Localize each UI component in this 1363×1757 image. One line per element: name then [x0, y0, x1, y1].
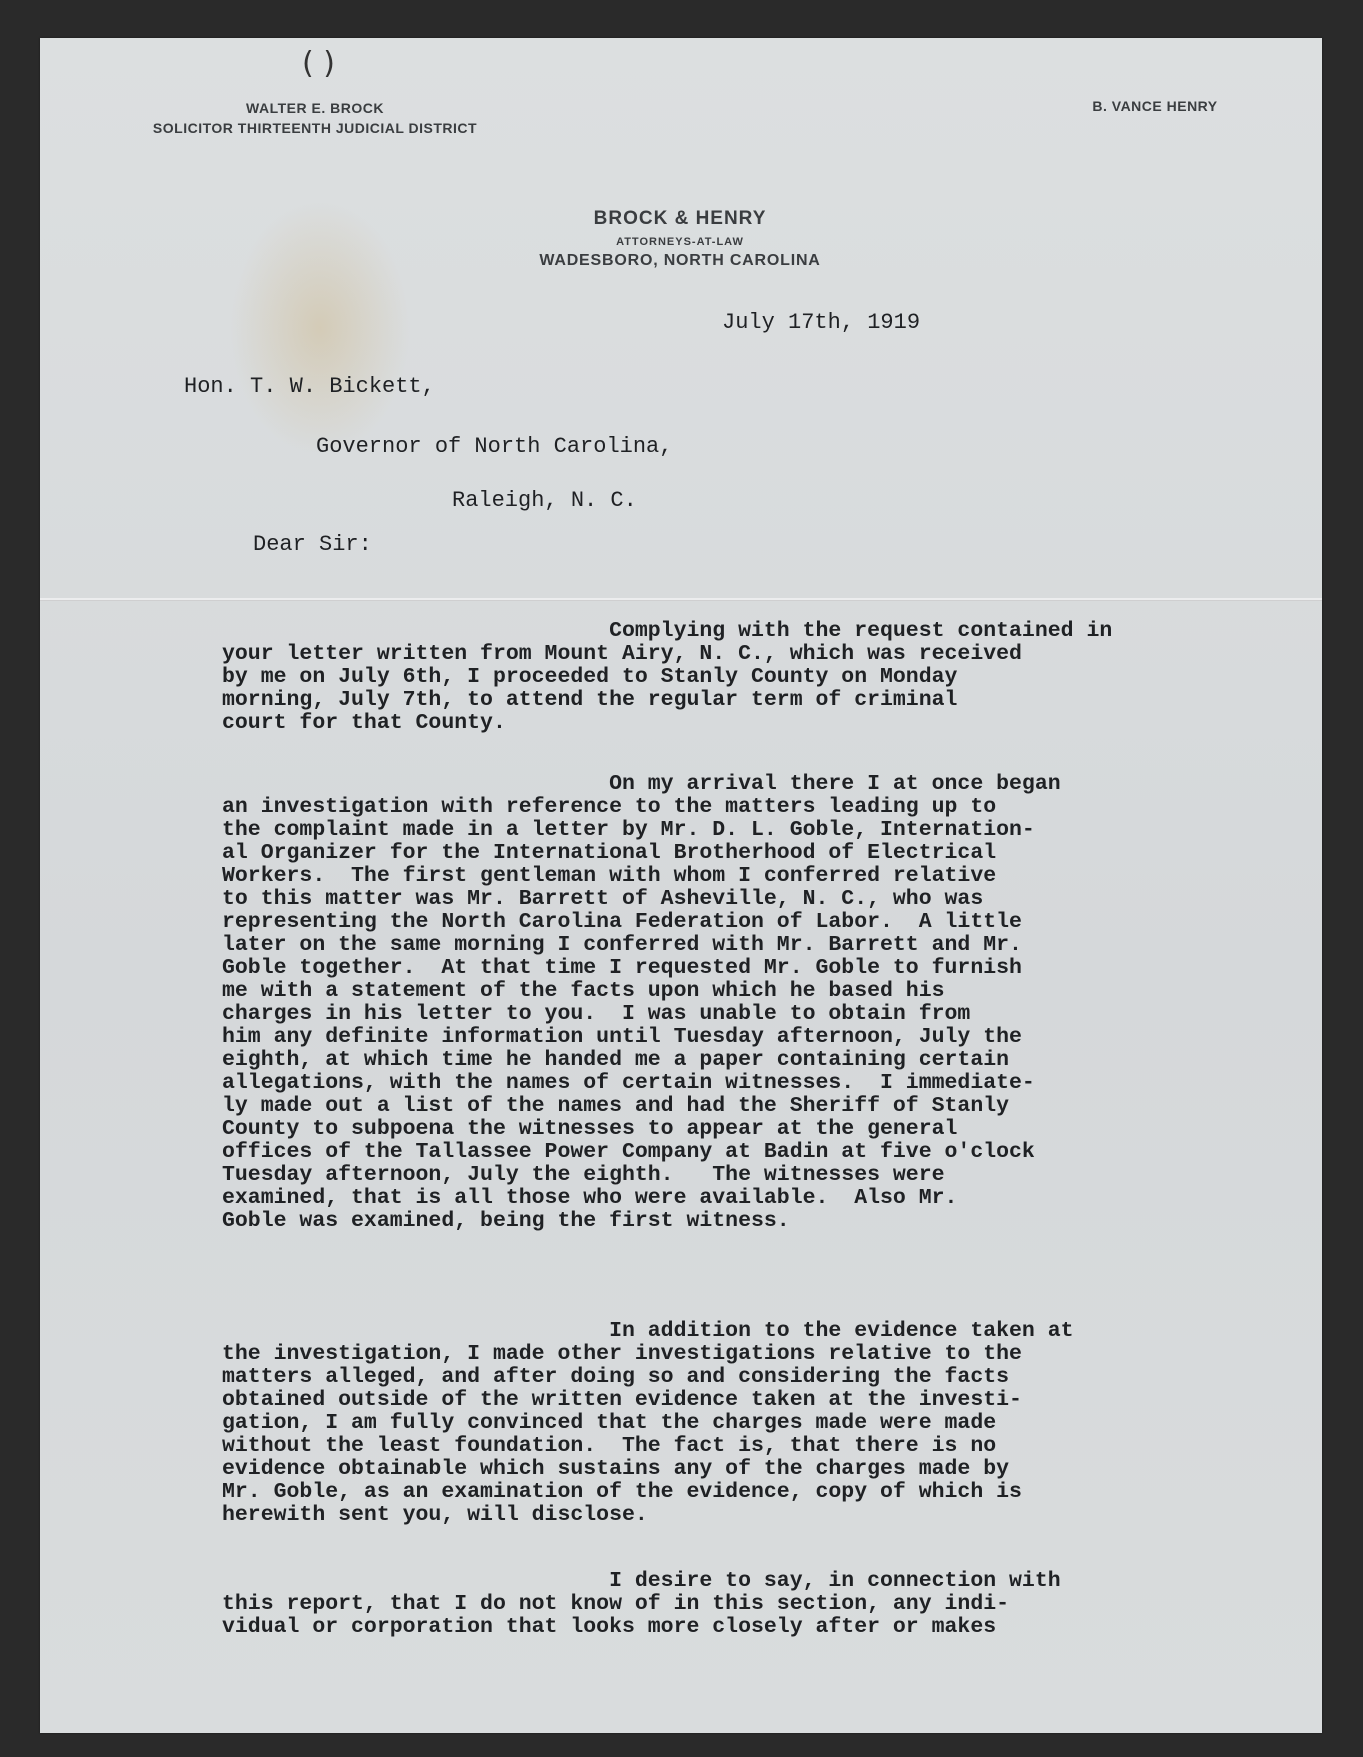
paragraph-line: al Organizer for the International Brotherhood of Electrical	[222, 841, 997, 865]
paragraph-line: gation, I am fully convinced that the charges made were made	[222, 1411, 997, 1435]
letterhead-left	[135, 98, 495, 138]
paragraph-line: vidual or corporation that looks more closely after or makes	[222, 1615, 997, 1639]
paragraph-2	[222, 773, 1061, 1233]
paragraph-line: this report, that I do not know of in this section, any indi-	[222, 1592, 1010, 1616]
paragraph-line: Mr. Goble, as an examination of the evidence, copy of which is	[222, 1480, 1022, 1504]
paragraph-3	[222, 1320, 1074, 1527]
paragraph-line: to this matter was Mr. Barrett of Asheville, N. C., who was	[222, 887, 984, 911]
firm-city: WADESBORO, NORTH CAROLINA	[539, 252, 821, 269]
paragraph-line: an investigation with reference to the matters leading up to	[222, 795, 997, 819]
recipient-name: Hon. T. W. Bickett,	[184, 374, 435, 399]
partner-name-left: WALTER E. BROCK	[246, 100, 384, 116]
paragraph-line: me with a statement of the facts upon which he based his	[222, 979, 945, 1003]
firm-role: ATTORNEYS-AT-LAW	[616, 236, 744, 248]
paragraph-line: him any definite information until Tuesday afternoon, July the	[222, 1025, 1022, 1049]
paragraph-line: Goble was examined, being the first witness.	[222, 1209, 790, 1233]
paragraph-line: morning, July 7th, to attend the regular term of criminal	[222, 688, 958, 712]
recipient-city: Raleigh, N. C.	[452, 488, 637, 513]
recipient-title: Governor of North Carolina,	[316, 434, 673, 459]
paragraph-line: later on the same morning I conferred with Mr. Barrett and Mr.	[222, 933, 1022, 957]
paragraph-4	[222, 1570, 1061, 1639]
paragraph-line: charges in his letter to you. I was unable to obtain from	[222, 1002, 971, 1026]
paragraph-line: allegations, with the names of certain witnesses. I immediate-	[222, 1071, 1035, 1095]
letter-date: July 17th, 1919	[722, 310, 921, 335]
paragraph-line: matters alleged, and after doing so and considering the facts	[222, 1365, 1010, 1389]
salutation: Dear Sir:	[253, 532, 372, 557]
paragraph-line: I desire to say, in connection with	[222, 1569, 1061, 1593]
paragraph-line: eighth, at which time he handed me a paper containing certain	[222, 1048, 1010, 1072]
fold-crease	[40, 598, 1322, 601]
paragraph-line: without the least foundation. The fact is, that there is no	[222, 1434, 997, 1458]
paper-mark: ( )	[302, 46, 335, 81]
paragraph-line: Workers. The first gentleman with whom I conferred relative	[222, 864, 997, 888]
paragraph-line: the investigation, I made other investigations relative to the	[222, 1342, 1022, 1366]
paragraph-line: Goble together. At that time I requested Mr. Goble to furnish	[222, 956, 1022, 980]
partner-name-right: B. VANCE HENRY	[1092, 98, 1218, 114]
paragraph-line: your letter written from Mount Airy, N. C., which was received	[222, 642, 1022, 666]
paragraph-line: offices of the Tallassee Power Company at Badin at five o'clock	[222, 1140, 1035, 1164]
paragraph-line: representing the North Carolina Federation of Labor. A little	[222, 910, 1022, 934]
paragraph-line: the complaint made in a letter by Mr. D. L. Goble, Internation-	[222, 818, 1035, 842]
letterhead-right	[1040, 98, 1270, 114]
paragraph-line: by me on July 6th, I proceeded to Stanly County on Monday	[222, 665, 958, 689]
paragraph-line: County to subpoena the witnesses to appear at the general	[222, 1117, 958, 1141]
partner-title-left: SOLICITOR THIRTEENTH JUDICIAL DISTRICT	[152, 120, 478, 136]
paragraph-line: herewith sent you, will disclose.	[222, 1503, 648, 1527]
paragraph-line: examined, that is all those who were available. Also Mr.	[222, 1186, 958, 1210]
paragraph-1	[222, 620, 1112, 735]
letterhead-center	[460, 208, 900, 270]
paragraph-line: obtained outside of the written evidence taken at the investi-	[222, 1388, 1022, 1412]
firm-name: BROCK & HENRY	[593, 208, 767, 229]
paragraph-line: In addition to the evidence taken at	[222, 1319, 1074, 1343]
paragraph-line: evidence obtainable which sustains any of the charges made by	[222, 1457, 1010, 1481]
paragraph-line: Tuesday afternoon, July the eighth. The witnesses were	[222, 1163, 945, 1187]
paragraph-line: Complying with the request contained in	[222, 619, 1113, 643]
paragraph-line: On my arrival there I at once began	[222, 772, 1061, 796]
paragraph-line: ly made out a list of the names and had the Sheriff of Stanly	[222, 1094, 1010, 1118]
paragraph-line: court for that County.	[222, 711, 506, 735]
